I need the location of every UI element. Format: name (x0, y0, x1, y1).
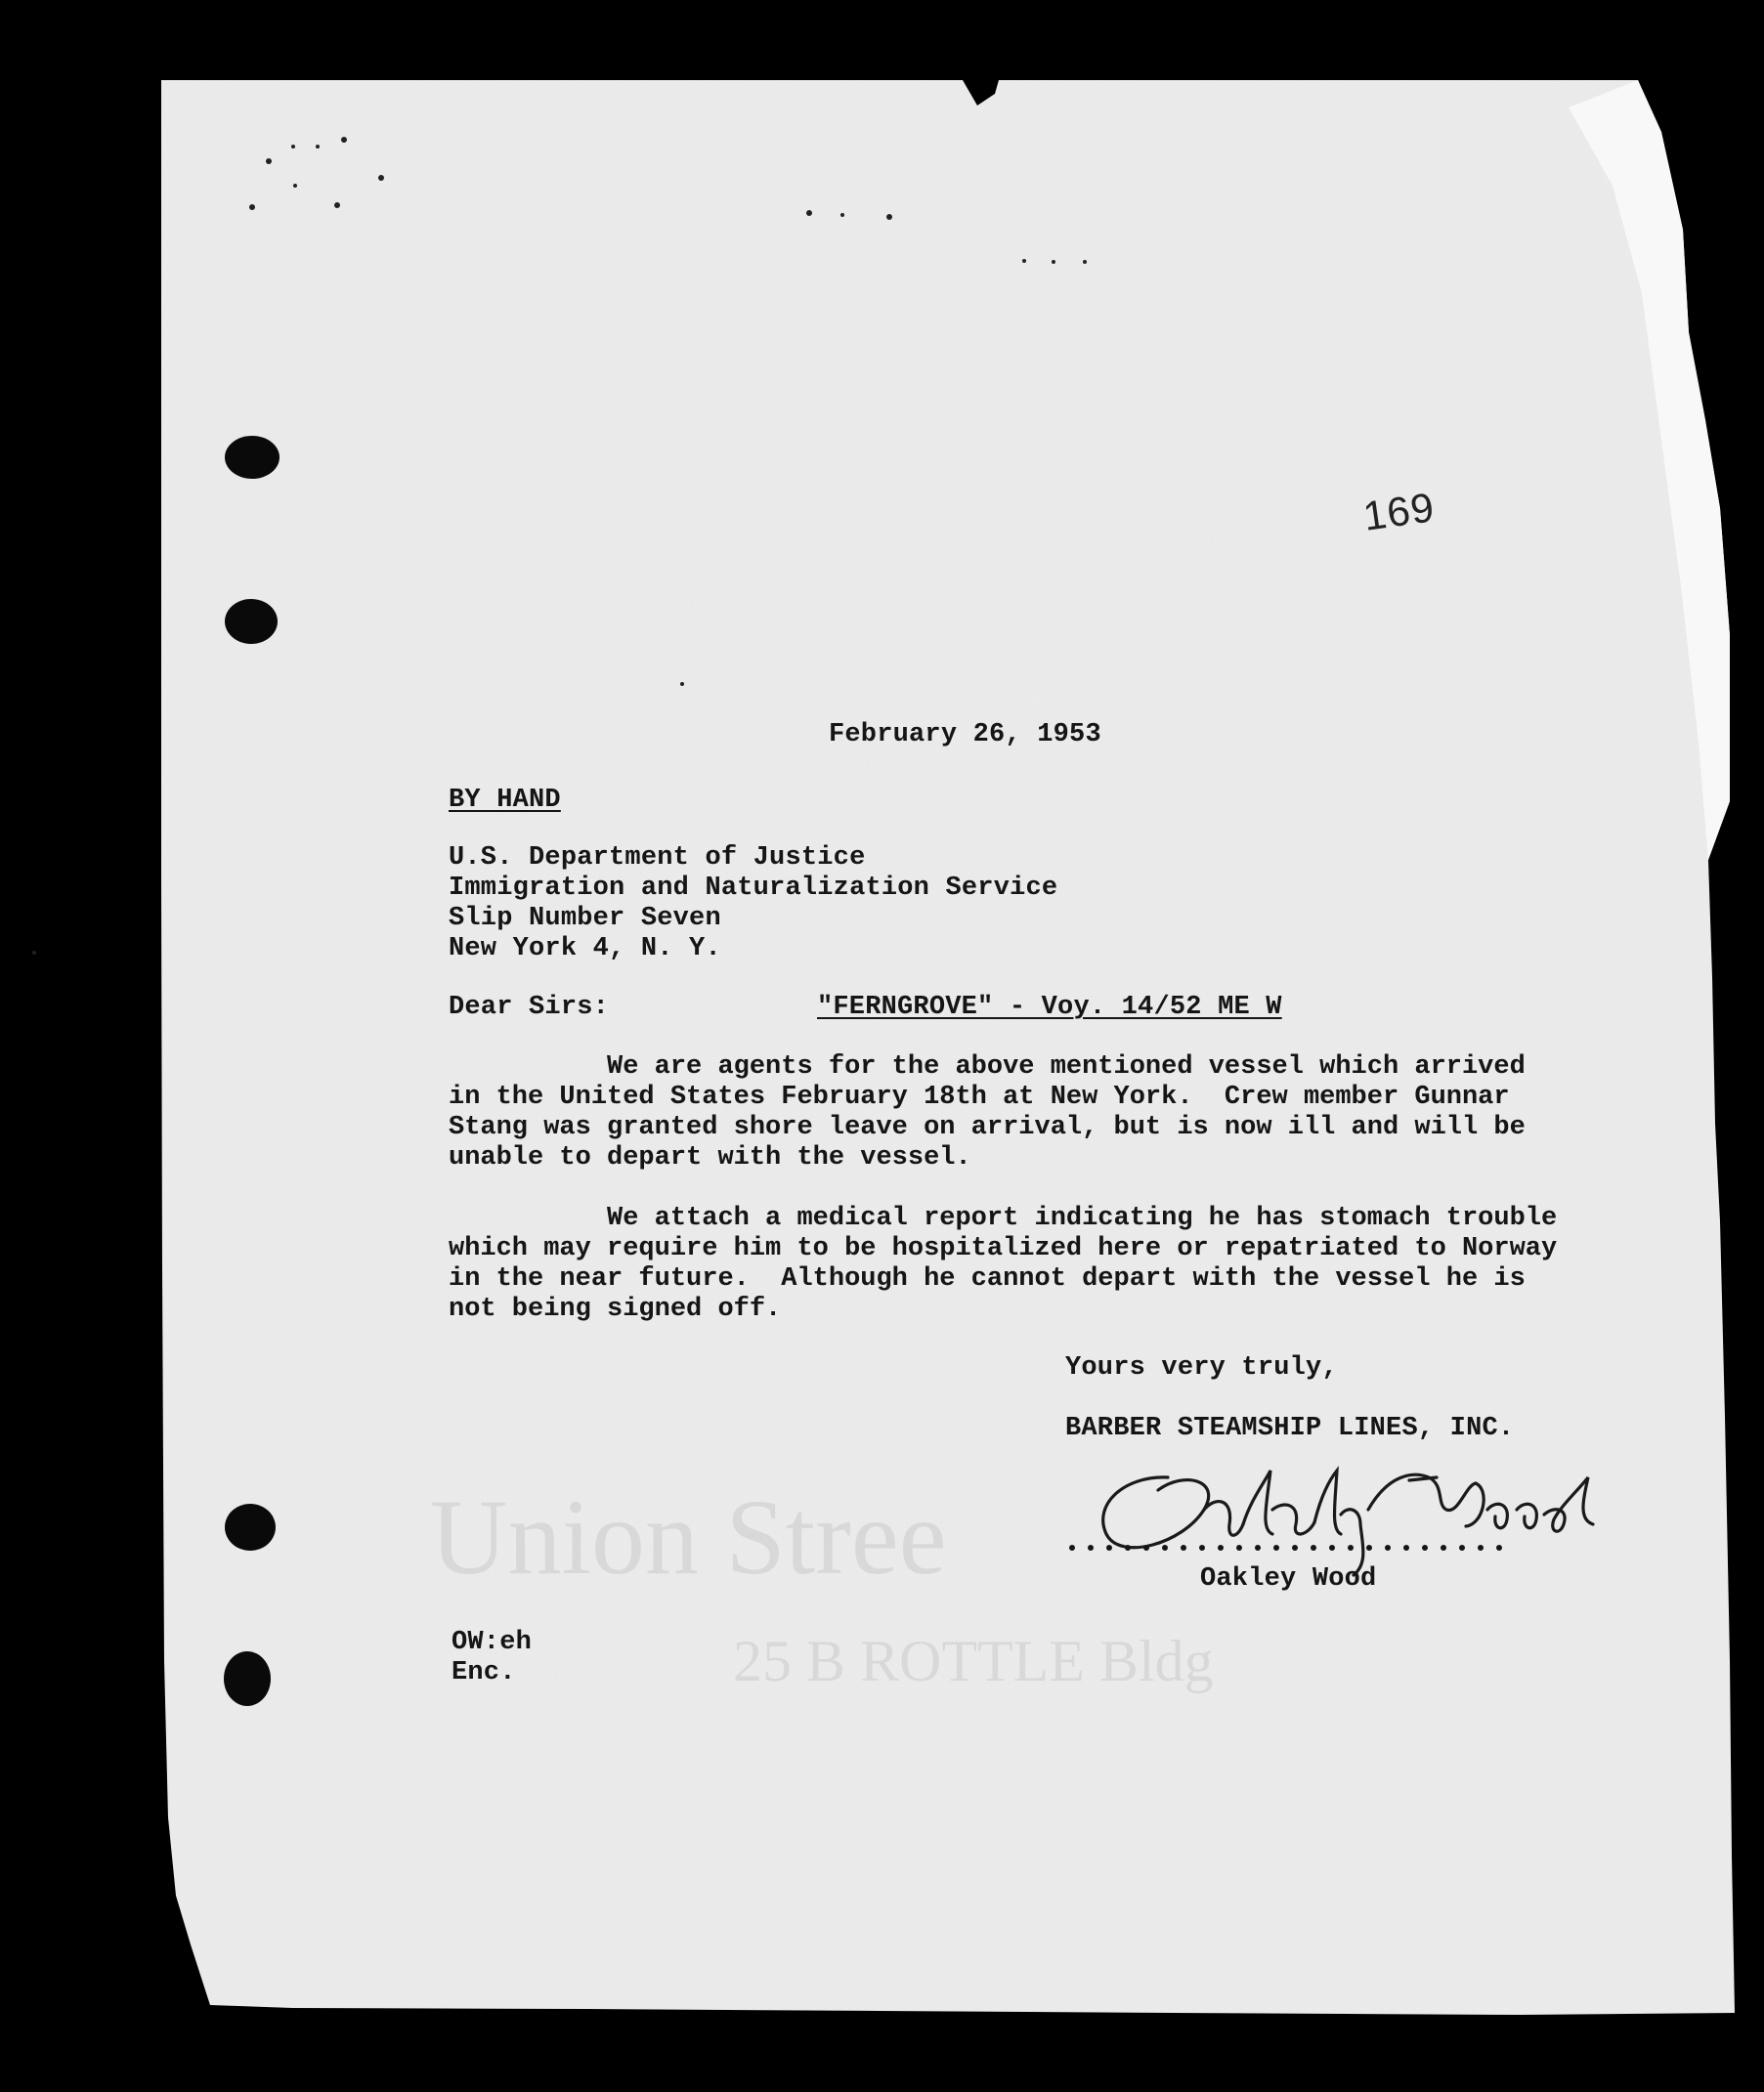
signature-dot (1162, 1545, 1168, 1551)
paragraph-line: We attach a medical report indicating he has stomach trouble (449, 1204, 1558, 1233)
signer-name: Oakley Wood (1200, 1564, 1377, 1594)
signature-dot (1459, 1545, 1465, 1551)
signature-dot (1311, 1545, 1316, 1551)
closing: Yours very truly, (1065, 1353, 1338, 1383)
paragraph-line: We are agents for the above mentioned vessel which arrived (449, 1052, 1526, 1082)
paragraph-line: unable to depart with the vessel. (449, 1143, 971, 1173)
paragraph-line: not being signed off. (449, 1295, 782, 1324)
paragraph-line: in the United States February 18th at New York. Crew member Gunnar (449, 1083, 1510, 1112)
enclosure-note: Enc. (452, 1658, 516, 1687)
punch-hole (225, 1504, 276, 1551)
recipient-line: U.S. Department of Justice (449, 843, 866, 873)
body-paragraph-2 (449, 1204, 1557, 1325)
signature-dot (1329, 1545, 1335, 1551)
signature-dot (1236, 1545, 1242, 1551)
recipient-line: New York 4, N. Y. (449, 934, 721, 963)
company-name: BARBER STEAMSHIP LINES, INC. (1065, 1414, 1515, 1443)
signature-line (1068, 1542, 1508, 1554)
signature-dot (1496, 1545, 1502, 1551)
body-paragraph-1 (449, 1052, 1526, 1174)
page-number: 169 (1360, 484, 1438, 539)
signature-dot (1106, 1545, 1112, 1551)
recipient-line: Immigration and Naturalization Service (449, 874, 1058, 903)
paragraph-line: Stang was granted shore leave on arrival, but is now ill and will be (449, 1113, 1526, 1142)
punch-hole (225, 436, 280, 479)
signature-dot (1366, 1545, 1372, 1551)
signature-dot (1069, 1545, 1075, 1551)
recipient-line: Slip Number Seven (449, 904, 721, 933)
signature-dot (1199, 1545, 1205, 1551)
subject-line: "FERNGROVE" - Voy. 14/52 ME W (817, 993, 1282, 1022)
signature-dot (1218, 1545, 1224, 1551)
signature-dot (1478, 1545, 1484, 1551)
delivery-method: BY HAND (449, 786, 561, 815)
svg-text:25 B ROTTLE Bldg: 25 B ROTTLE Bldg (733, 1629, 1214, 1693)
letter-date: February 26, 1953 (829, 720, 1101, 749)
typist-initials: OW:eh (452, 1628, 533, 1657)
signature-dot (1441, 1545, 1446, 1551)
signature-dot (1422, 1545, 1428, 1551)
signature-dot (1385, 1545, 1391, 1551)
punch-hole (225, 599, 278, 644)
signature-dot (1273, 1545, 1279, 1551)
signature-dot (1088, 1545, 1094, 1551)
salutation: Dear Sirs: (449, 993, 610, 1022)
signature-dot (1348, 1545, 1354, 1551)
signature-dot (1292, 1545, 1298, 1551)
signature-dot (1181, 1545, 1186, 1551)
signature-dot (1125, 1545, 1131, 1551)
signature-dot (1255, 1545, 1261, 1551)
punch-hole (224, 1651, 271, 1706)
svg-text:Union Stree: Union Stree (430, 1477, 947, 1597)
paragraph-line: in the near future. Although he cannot depart with the vessel he is (449, 1264, 1526, 1294)
paragraph-line: which may require him to be hospitalized here or repatriated to Norway (449, 1234, 1558, 1263)
signature-dot (1143, 1545, 1149, 1551)
signature-dot (1403, 1545, 1409, 1551)
